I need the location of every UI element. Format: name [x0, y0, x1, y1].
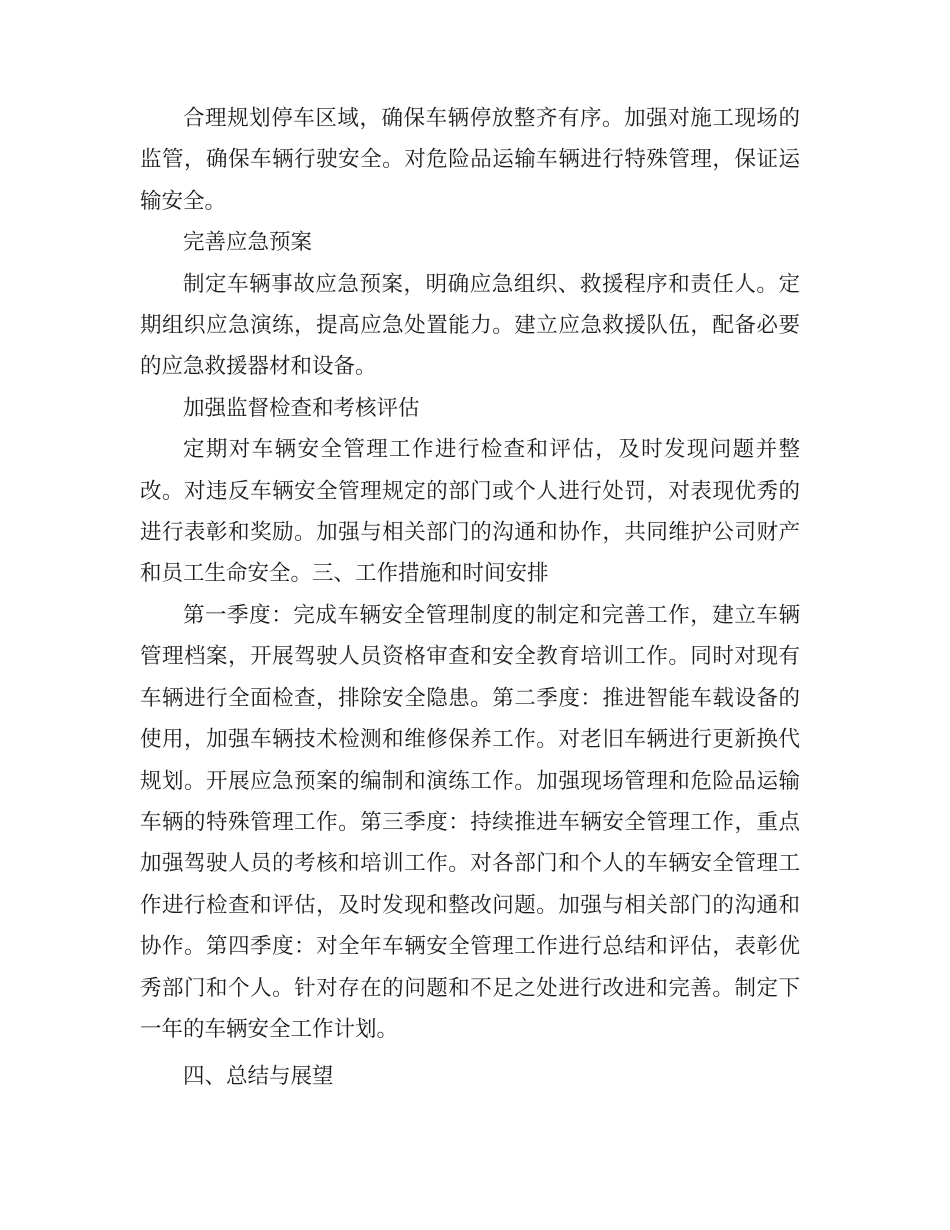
heading-summary-outlook: 四、总结与展望: [183, 1064, 334, 1090]
heading-emergency-plan: 完善应急预案: [183, 230, 313, 256]
heading-supervision: 加强监督检查和考核评估: [183, 395, 420, 421]
paragraph-parking-management: 合理规划停车区域，确保车辆停放整齐有序。加强对施工现场的监管，确保车辆行驶安全。对危险品运输车辆进行特殊管理，保证运输安全。: [140, 106, 800, 214]
paragraph-supervision: 定期对车辆安全管理工作进行检查和评估，及时发现问题并整改。对违反车辆安全管理规定的部门或个人进行处罚，对表现优秀的进行表彰和奖励。加强与相关部门的沟通和协作，共同维护公司财产和员工生命安全。三、工作措施和时间安排: [140, 437, 800, 587]
paragraph-quarterly-schedule: 第一季度：完成车辆安全管理制度的制定和完善工作，建立车辆管理档案，开展驾驶人员资格审查和安全教育培训工作。同时对现有车辆进行全面检查，排除安全隐患。第二季度：推进智能车载设备的使用，加强车辆技术检测和维修保养工作。对老旧车辆进行更新换代规划。开展应急预案的编制和演练工作。加强现场管理和危险品运输车辆的特殊管理工作。第三季度：持续推进车辆安全管理工作，重点加强驾驶人员的考核和培训工作。对各部门和个人的车辆安全管理工作进行检查和评估，及时发现和整改问题。加强与相关部门的沟通和协作。第四季度：对全年车辆安全管理工作进行总结和评估，表彰优秀部门和个人。针对存在的问题和不足之处进行改进和完善。制定下一年的车辆安全工作计划。: [140, 602, 800, 1042]
paragraph-emergency-plan: 制定车辆事故应急预案，明确应急组织、救援程序和责任人。定期组织应急演练，提高应急处置能力。建立应急救援队伍，配备必要的应急救援器材和设备。: [140, 271, 800, 380]
document-page: [140, 98, 800, 1098]
